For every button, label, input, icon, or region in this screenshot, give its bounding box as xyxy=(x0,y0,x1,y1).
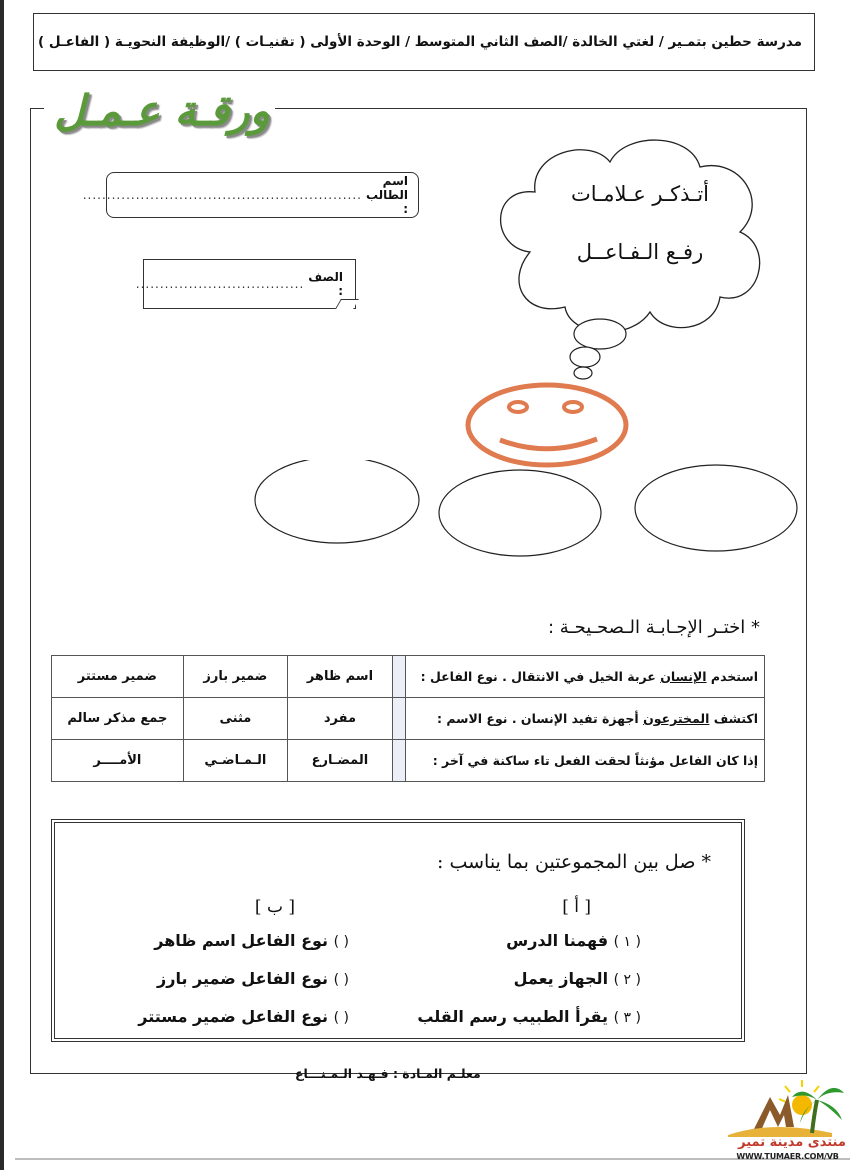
question-underlined-word: المخترعون xyxy=(643,711,710,726)
group-a-item[interactable] xyxy=(514,969,641,988)
item-number: ( ٣ ) xyxy=(613,1010,641,1026)
table-row xyxy=(52,740,765,782)
answer-blank[interactable]: ( ) xyxy=(333,972,349,988)
answer-oval-1[interactable] xyxy=(255,460,419,543)
student-name-field[interactable] xyxy=(82,172,419,218)
table-row xyxy=(52,656,765,698)
option-cell[interactable]: ضمير بارز xyxy=(183,656,287,698)
option-cell[interactable]: جمع مذكر سالم xyxy=(52,698,184,740)
group-b-label: [ ب ] xyxy=(254,897,295,917)
question-text: عربة الخيل في الانتقال . نوع الفاعل : xyxy=(420,669,661,684)
item-text: يقرأ الطبيب رسم القلب xyxy=(417,1007,609,1026)
forum-name: منتدى مدينة تمير xyxy=(738,1135,846,1150)
option-cell[interactable]: الأمــــر xyxy=(52,740,184,782)
item-number: ( ١ ) xyxy=(613,934,641,950)
student-name-label: اسم الطالب : xyxy=(365,174,408,216)
question-text: استخدم xyxy=(706,669,758,684)
question-text: إذا كان الفاعل مؤنثاً لحقت الفعل تاء ساكنة في آخر : xyxy=(432,753,758,768)
question-cell xyxy=(406,656,765,698)
page-scan-edge xyxy=(0,0,4,1170)
spacer-cell xyxy=(392,698,405,740)
header-text: مدرسة حطين بتمـير / لغتي الخالدة /الصف الثاني المتوسط / الوحدة الأولى ( تقنيـات ) /الوظيفة النحويـة ( الفاعـل ) xyxy=(38,34,802,50)
group-b-item[interactable] xyxy=(157,969,349,988)
cloud-line-2: رفـع الـفـاعــل xyxy=(576,240,704,264)
item-text: الجهاز يعمل xyxy=(513,969,609,988)
item-number: ( ٢ ) xyxy=(613,972,641,988)
class-blank[interactable]: ................................... xyxy=(135,277,305,291)
group-a-item[interactable] xyxy=(417,1007,641,1026)
teacher-name: معلـم المـادة : فـهـد الـمـنـــاع xyxy=(295,1066,481,1081)
worksheet-title: ورقـة عـمـل xyxy=(54,86,270,135)
item-text: نوع الفاعل ضمير مستتر xyxy=(138,1007,329,1026)
group-b-item[interactable] xyxy=(154,931,349,950)
answer-ovals xyxy=(250,460,810,570)
option-cell[interactable]: الـمـاضـي xyxy=(183,740,287,782)
answer-oval-2[interactable] xyxy=(439,470,601,556)
option-cell[interactable]: ضمير مستتر xyxy=(52,656,184,698)
item-text: نوع الفاعل ضمير بارز xyxy=(157,969,329,988)
option-cell[interactable]: مفرد xyxy=(288,698,393,740)
group-a-label: [ أ ] xyxy=(562,897,591,917)
section1-title: * اختـر الإجـابـة الـصحـيحـة : xyxy=(547,617,760,638)
spacer-cell xyxy=(392,740,405,782)
item-text: نوع الفاعل اسم ظاهر xyxy=(154,931,329,950)
cloud-line-1: أتـذكـر عـلامـات xyxy=(570,182,710,206)
forum-url[interactable]: WWW.TUMAER.COM/VB xyxy=(736,1152,839,1161)
page-curl-icon xyxy=(335,299,359,309)
matching-section xyxy=(51,819,745,1042)
answer-blank[interactable]: ( ) xyxy=(333,1010,349,1026)
option-cell[interactable]: اسم ظاهر xyxy=(288,656,393,698)
answer-blank[interactable]: ( ) xyxy=(333,934,349,950)
question-cell xyxy=(406,740,765,782)
option-cell[interactable]: مثنى xyxy=(183,698,287,740)
frame-top-left-line xyxy=(30,108,44,109)
group-b-item[interactable] xyxy=(138,1007,349,1026)
multiple-choice-table xyxy=(51,655,765,782)
question-underlined-word: الإنسان xyxy=(660,669,707,684)
option-cell[interactable]: المضـارع xyxy=(288,740,393,782)
item-text: فهمنا الدرس xyxy=(506,931,609,950)
student-name-blank[interactable]: .......................................................... xyxy=(82,188,362,202)
spacer-cell xyxy=(392,656,405,698)
frame-top-right-line xyxy=(275,108,807,109)
group-a-item[interactable] xyxy=(506,931,641,950)
header-box xyxy=(33,13,815,71)
question-text: أجهزة تفيد الإنسان . نوع الاسم : xyxy=(437,711,644,726)
class-field[interactable] xyxy=(135,259,356,309)
question-text: اكتشف xyxy=(709,711,758,726)
smiley-face-icon xyxy=(455,378,645,473)
section2-title: * صل بين المجموعتين بما يناسب : xyxy=(437,851,711,873)
question-cell xyxy=(406,698,765,740)
table-row xyxy=(52,698,765,740)
answer-oval-3[interactable] xyxy=(635,465,797,551)
class-label: الصف : xyxy=(308,270,343,298)
